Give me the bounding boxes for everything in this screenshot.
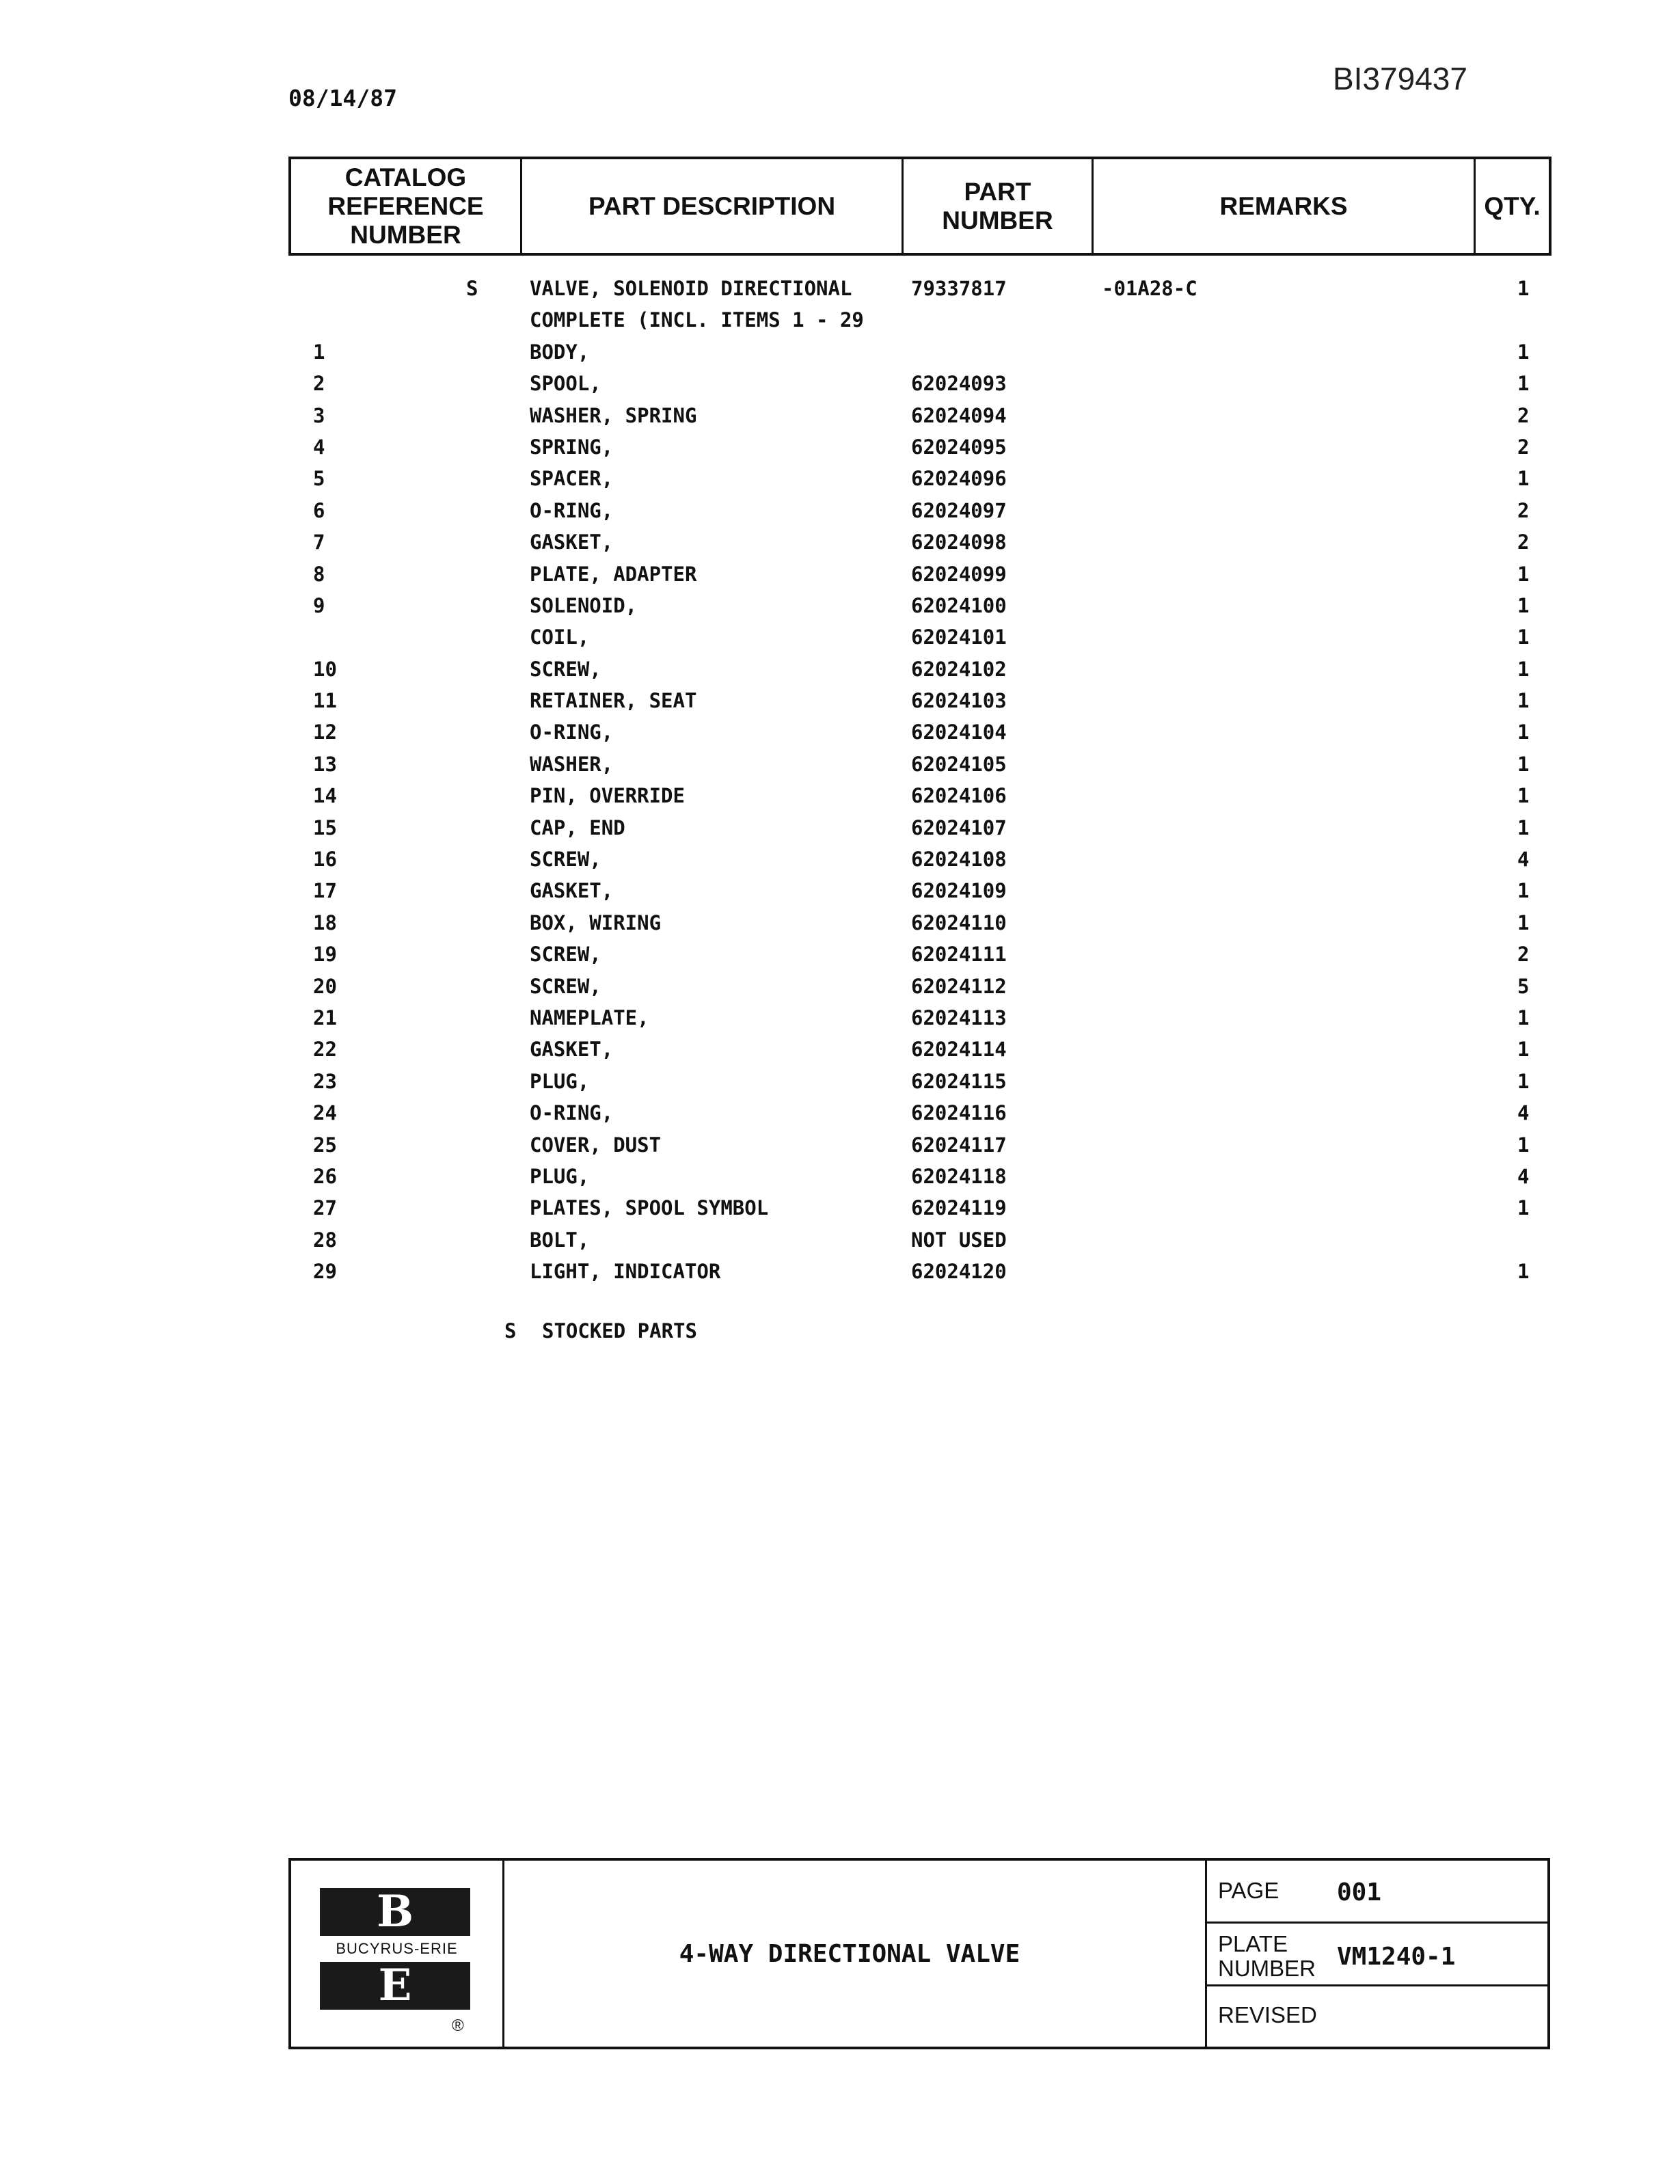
column-header-part-number: PART NUMBER [904, 159, 1094, 253]
catalog-ref-cell: 26 [313, 1164, 337, 1188]
part-description-cell: BOX, WIRING [530, 911, 662, 934]
part-description-cell: BODY, [530, 340, 590, 364]
catalog-ref-cell: 27 [313, 1196, 337, 1220]
part-number-cell: 62024101 [911, 625, 1007, 649]
part-number-cell: 62024098 [911, 530, 1007, 554]
part-description-cell: PLATE, ADAPTER [530, 562, 697, 586]
catalog-ref-cell: 29 [313, 1260, 337, 1284]
qty-cell: 2 [1517, 530, 1530, 554]
part-number-cell: 62024115 [911, 1069, 1007, 1093]
part-number-cell: 62024119 [911, 1196, 1007, 1220]
table-row [0, 1256, 1680, 1287]
parts-list [0, 273, 1680, 1288]
qty-cell: 1 [1517, 720, 1530, 744]
qty-cell: 1 [1517, 625, 1530, 649]
table-row [0, 336, 1680, 368]
table-row [0, 1066, 1680, 1097]
part-description-cell: O-RING, [530, 1101, 614, 1125]
page-label: PAGE [1218, 1878, 1279, 1903]
qty-cell: 2 [1517, 403, 1530, 427]
catalog-ref-cell: 15 [313, 815, 337, 839]
part-description-cell: WASHER, [530, 752, 614, 776]
part-description-cell: VALVE, SOLENOID DIRECTIONAL [530, 277, 852, 300]
qty-cell: 1 [1517, 815, 1530, 839]
qty-cell: 1 [1517, 689, 1530, 713]
catalog-ref-cell: 2 [313, 372, 325, 396]
title-block [288, 1858, 1550, 2049]
qty-cell: 1 [1517, 562, 1530, 586]
table-row [0, 1224, 1680, 1256]
part-number-cell: 62024096 [911, 467, 1007, 491]
part-number-cell: 62024117 [911, 1133, 1007, 1157]
part-number-cell: 62024110 [911, 911, 1007, 934]
table-row [0, 558, 1680, 590]
part-number-cell: 62024120 [911, 1260, 1007, 1284]
part-description-cell: SPRING, [530, 435, 614, 459]
qty-cell: 2 [1517, 435, 1530, 459]
drawing-title: 4-WAY DIRECTIONAL VALVE [679, 1939, 1020, 1968]
table-row [0, 1034, 1680, 1065]
table-row [0, 368, 1680, 399]
qty-cell: 1 [1517, 277, 1530, 300]
part-number-cell: 62024106 [911, 784, 1007, 808]
part-description-cell: SPOOL, [530, 372, 601, 396]
plate-value: VM1240-1 [1337, 1943, 1456, 1971]
part-description-cell: SOLENOID, [530, 593, 638, 617]
part-number-cell: 62024116 [911, 1101, 1007, 1125]
part-description-cell: CAP, END [530, 815, 625, 839]
catalog-ref-cell: 17 [313, 879, 337, 903]
logo-registered-mark: ® [452, 2017, 464, 2035]
column-header-remarks: REMARKS [1094, 159, 1476, 253]
catalog-ref-cell: 24 [313, 1101, 337, 1125]
table-row [0, 621, 1680, 653]
part-number-cell: 62024108 [911, 848, 1007, 872]
logo-b-mark: B [320, 1888, 470, 1936]
table-row [0, 495, 1680, 526]
revised-row [1207, 1986, 1547, 2047]
qty-cell: 1 [1517, 911, 1530, 934]
qty-cell: 2 [1517, 943, 1530, 967]
catalog-ref-cell: 19 [313, 943, 337, 967]
qty-cell: 1 [1517, 372, 1530, 396]
catalog-ref-cell: 7 [313, 530, 325, 554]
table-row [0, 812, 1680, 844]
table-row [0, 716, 1680, 748]
logo-company-name: BUCYRUS-ERIE [336, 1940, 458, 1957]
part-description-cell: SPACER, [530, 467, 614, 491]
table-row [0, 844, 1680, 875]
table-row [0, 400, 1680, 431]
table-row [0, 526, 1680, 558]
table-row [0, 685, 1680, 716]
part-number-cell: 62024113 [911, 1006, 1007, 1029]
qty-cell: 1 [1517, 1038, 1530, 1062]
table-row [0, 304, 1680, 336]
catalog-ref-cell: 16 [313, 848, 337, 872]
part-description-cell: COIL, [530, 625, 590, 649]
qty-cell: 1 [1517, 1260, 1530, 1284]
part-number-cell: 62024105 [911, 752, 1007, 776]
part-description-cell: GASKET, [530, 530, 614, 554]
part-number-cell: 62024102 [911, 657, 1007, 681]
plate-label: PLATE NUMBER [1218, 1931, 1316, 1981]
table-row [0, 273, 1680, 304]
plate-row [1207, 1924, 1547, 1986]
part-description-cell: LIGHT, INDICATOR [530, 1260, 721, 1284]
catalog-ref-cell: 6 [313, 498, 325, 522]
qty-cell: 2 [1517, 498, 1530, 522]
qty-cell: 4 [1517, 848, 1530, 872]
catalog-ref-cell: 4 [313, 435, 325, 459]
part-description-cell: SCREW, [530, 848, 601, 872]
part-number-cell: 62024097 [911, 498, 1007, 522]
stocked-flag-cell: S [466, 277, 478, 300]
part-description-cell: PIN, OVERRIDE [530, 784, 685, 808]
catalog-ref-cell: 14 [313, 784, 337, 808]
part-description-cell: PLUG, [530, 1164, 590, 1188]
part-number-cell: 62024109 [911, 879, 1007, 903]
catalog-ref-cell: 18 [313, 911, 337, 934]
column-header-part-description: PART DESCRIPTION [522, 159, 904, 253]
table-row [0, 1129, 1680, 1161]
part-description-cell: O-RING, [530, 498, 614, 522]
table-row [0, 463, 1680, 494]
table-header [288, 157, 1552, 256]
part-description-cell: BOLT, [530, 1228, 590, 1252]
document-date: 08/14/87 [288, 85, 397, 111]
catalog-ref-cell: 11 [313, 689, 337, 713]
part-number-cell: 62024114 [911, 1038, 1007, 1062]
qty-cell: 1 [1517, 657, 1530, 681]
catalog-ref-cell: 1 [313, 340, 325, 364]
part-description-cell: PLATES, SPOOL SYMBOL [530, 1196, 769, 1220]
catalog-ref-cell: 3 [313, 403, 325, 427]
table-row [0, 1161, 1680, 1192]
table-row [0, 939, 1680, 970]
page-value: 001 [1337, 1878, 1382, 1906]
qty-cell: 5 [1517, 974, 1530, 998]
part-number-cell: 62024094 [911, 403, 1007, 427]
part-number-cell: 62024095 [911, 435, 1007, 459]
catalog-ref-cell: 12 [313, 720, 337, 744]
table-row [0, 780, 1680, 811]
table-row [0, 1192, 1680, 1224]
catalog-ref-cell: 10 [313, 657, 337, 681]
part-description-cell: RETAINER, SEAT [530, 689, 697, 713]
table-row [0, 653, 1680, 685]
table-row [0, 875, 1680, 906]
part-description-cell: WASHER, SPRING [530, 403, 697, 427]
catalog-ref-cell: 21 [313, 1006, 337, 1029]
remarks-cell: -01A28-C [1102, 277, 1197, 300]
part-description-cell: O-RING, [530, 720, 614, 744]
info-block [1205, 1861, 1547, 2047]
table-row [0, 1097, 1680, 1129]
table-row [0, 749, 1680, 780]
qty-cell: 1 [1517, 593, 1530, 617]
catalog-ref-cell: 20 [313, 974, 337, 998]
part-description-cell: GASKET, [530, 1038, 614, 1062]
qty-cell: 1 [1517, 1196, 1530, 1220]
qty-cell: 1 [1517, 784, 1530, 808]
table-row [0, 1002, 1680, 1034]
part-number-cell: 62024099 [911, 562, 1007, 586]
qty-cell: 4 [1517, 1164, 1530, 1188]
part-number-cell: 62024111 [911, 943, 1007, 967]
part-number-cell: 62024118 [911, 1164, 1007, 1188]
catalog-ref-cell: 13 [313, 752, 337, 776]
catalog-ref-cell: 8 [313, 562, 325, 586]
qty-cell: 1 [1517, 467, 1530, 491]
table-row [0, 590, 1680, 621]
table-row [0, 907, 1680, 939]
catalog-ref-cell: 22 [313, 1038, 337, 1062]
part-description-cell: SCREW, [530, 974, 601, 998]
page-row [1207, 1861, 1547, 1924]
part-description-cell: SCREW, [530, 943, 601, 967]
document-id: BI379437 [1333, 61, 1467, 96]
part-number-cell: 62024103 [911, 689, 1007, 713]
part-description-cell: NAMEPLATE, [530, 1006, 649, 1029]
catalog-ref-cell: 9 [313, 593, 325, 617]
company-logo [291, 1861, 504, 2047]
part-number-cell: NOT USED [911, 1228, 1007, 1252]
qty-cell: 1 [1517, 1069, 1530, 1093]
part-number-cell: 62024104 [911, 720, 1007, 744]
qty-cell: 1 [1517, 1133, 1530, 1157]
qty-cell: 1 [1517, 1006, 1530, 1029]
part-number-cell: 62024112 [911, 974, 1007, 998]
part-number-cell: 62024093 [911, 372, 1007, 396]
catalog-ref-cell: 5 [313, 467, 325, 491]
catalog-ref-cell: 23 [313, 1069, 337, 1093]
part-description-cell: PLUG, [530, 1069, 590, 1093]
qty-cell: 1 [1517, 879, 1530, 903]
part-description-cell: COMPLETE (INCL. ITEMS 1 - 29 [530, 308, 864, 332]
part-number-cell: 79337817 [911, 277, 1007, 300]
catalog-ref-cell: 25 [313, 1133, 337, 1157]
logo-e-mark: E [320, 1962, 470, 2010]
table-row [0, 971, 1680, 1002]
part-description-cell: COVER, DUST [530, 1133, 662, 1157]
part-number-cell: 62024100 [911, 593, 1007, 617]
legend-text: STOCKED PARTS [542, 1319, 697, 1343]
revised-label: REVISED [1218, 2002, 1317, 2027]
column-header-catalog-ref: CATALOG REFERENCE NUMBER [291, 159, 522, 253]
part-description-cell: SCREW, [530, 657, 601, 681]
part-description-cell: GASKET, [530, 879, 614, 903]
qty-cell: 1 [1517, 752, 1530, 776]
qty-cell: 4 [1517, 1101, 1530, 1125]
legend-symbol: S [504, 1319, 517, 1343]
part-number-cell: 62024107 [911, 815, 1007, 839]
table-row [0, 431, 1680, 463]
column-header-qty: QTY. [1484, 191, 1541, 220]
catalog-ref-cell: 28 [313, 1228, 337, 1252]
qty-cell: 1 [1517, 340, 1530, 364]
